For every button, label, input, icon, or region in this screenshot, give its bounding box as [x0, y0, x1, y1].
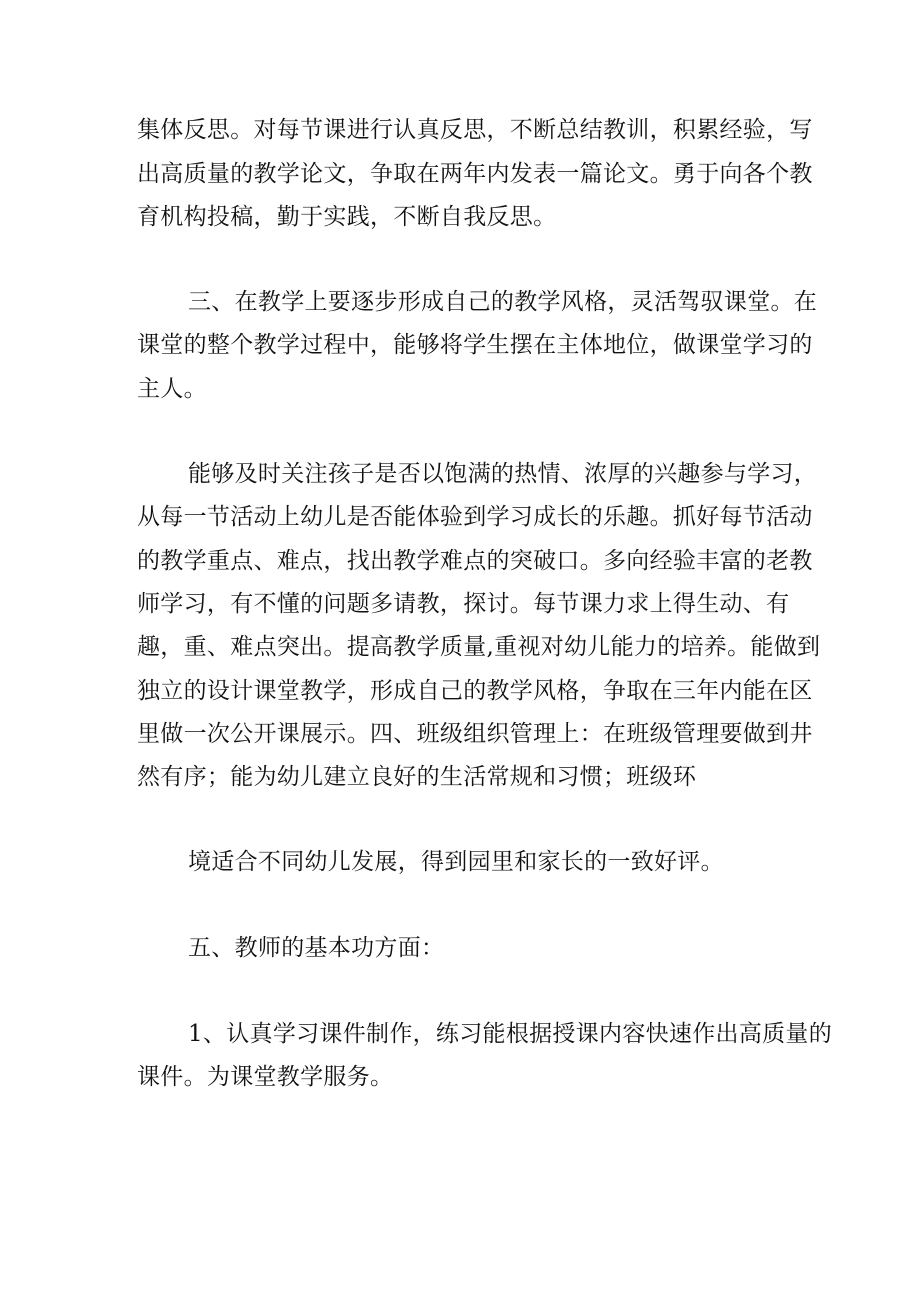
paragraph-3-line-6: 独立的设计课堂教学，形成自己的教学风格，争取在三年内能在区	[137, 678, 813, 704]
paragraph-3-line-1: 能够及时关注孩子是否以饱满的热情、浓厚的兴趣参与学习，	[188, 461, 818, 487]
section-heading-basic-skills: 五、教师的基本功方面：	[188, 935, 445, 961]
paragraph-2-line-2: 课堂的整个教学过程中，能够将学生摆在主体地位，做课堂学习的	[137, 332, 813, 358]
paragraph-3-line-4: 师学习，有不懂的问题多请教，探讨。每节课力求上得生动、有	[137, 591, 790, 617]
paragraph-3-line-3: 的教学重点、难点，找出教学难点的突破口。多向经验丰富的老教	[137, 548, 813, 574]
paragraph-1-line-3: 育机构投稿，勤于实践，不断自我反思。	[137, 204, 557, 230]
paragraph-2-line-1: 三、在教学上要逐步形成自己的教学风格，灵活驾驭课堂。在	[188, 289, 818, 315]
paragraph-3-line-8: 然有序；能为幼儿建立良好的生活常规和习惯；班级环	[137, 764, 697, 790]
paragraph-6-line-1: 1、认真学习课件制作，练习能根据授课内容快速作出高质量的	[188, 1021, 833, 1047]
paragraph-2-line-3: 主人。	[137, 376, 207, 402]
paragraph-3-line-7: 里做一次公开课展示。四、班级组织管理上：在班级管理要做到井	[137, 721, 813, 747]
paragraph-1-line-1: 集体反思。对每节课进行认真反思，不断总结教训，积累经验，写	[137, 117, 813, 143]
paragraph-4-line-1: 境适合不同幼儿发展，得到园里和家长的一致好评。	[188, 849, 724, 875]
paragraph-3-line-5: 趣，重、难点突出。提高教学质量,重视对幼儿能力的培养。能做到	[137, 634, 821, 660]
paragraph-3-line-2: 从每一节活动上幼儿是否能体验到学习成长的乐趣。抓好每节活动	[137, 504, 813, 530]
paragraph-6-line-2: 课件。为课堂教学服务。	[137, 1064, 394, 1090]
paragraph-1-line-2: 出高质量的教学论文，争取在两年内发表一篇论文。勇于向各个教	[137, 161, 813, 187]
